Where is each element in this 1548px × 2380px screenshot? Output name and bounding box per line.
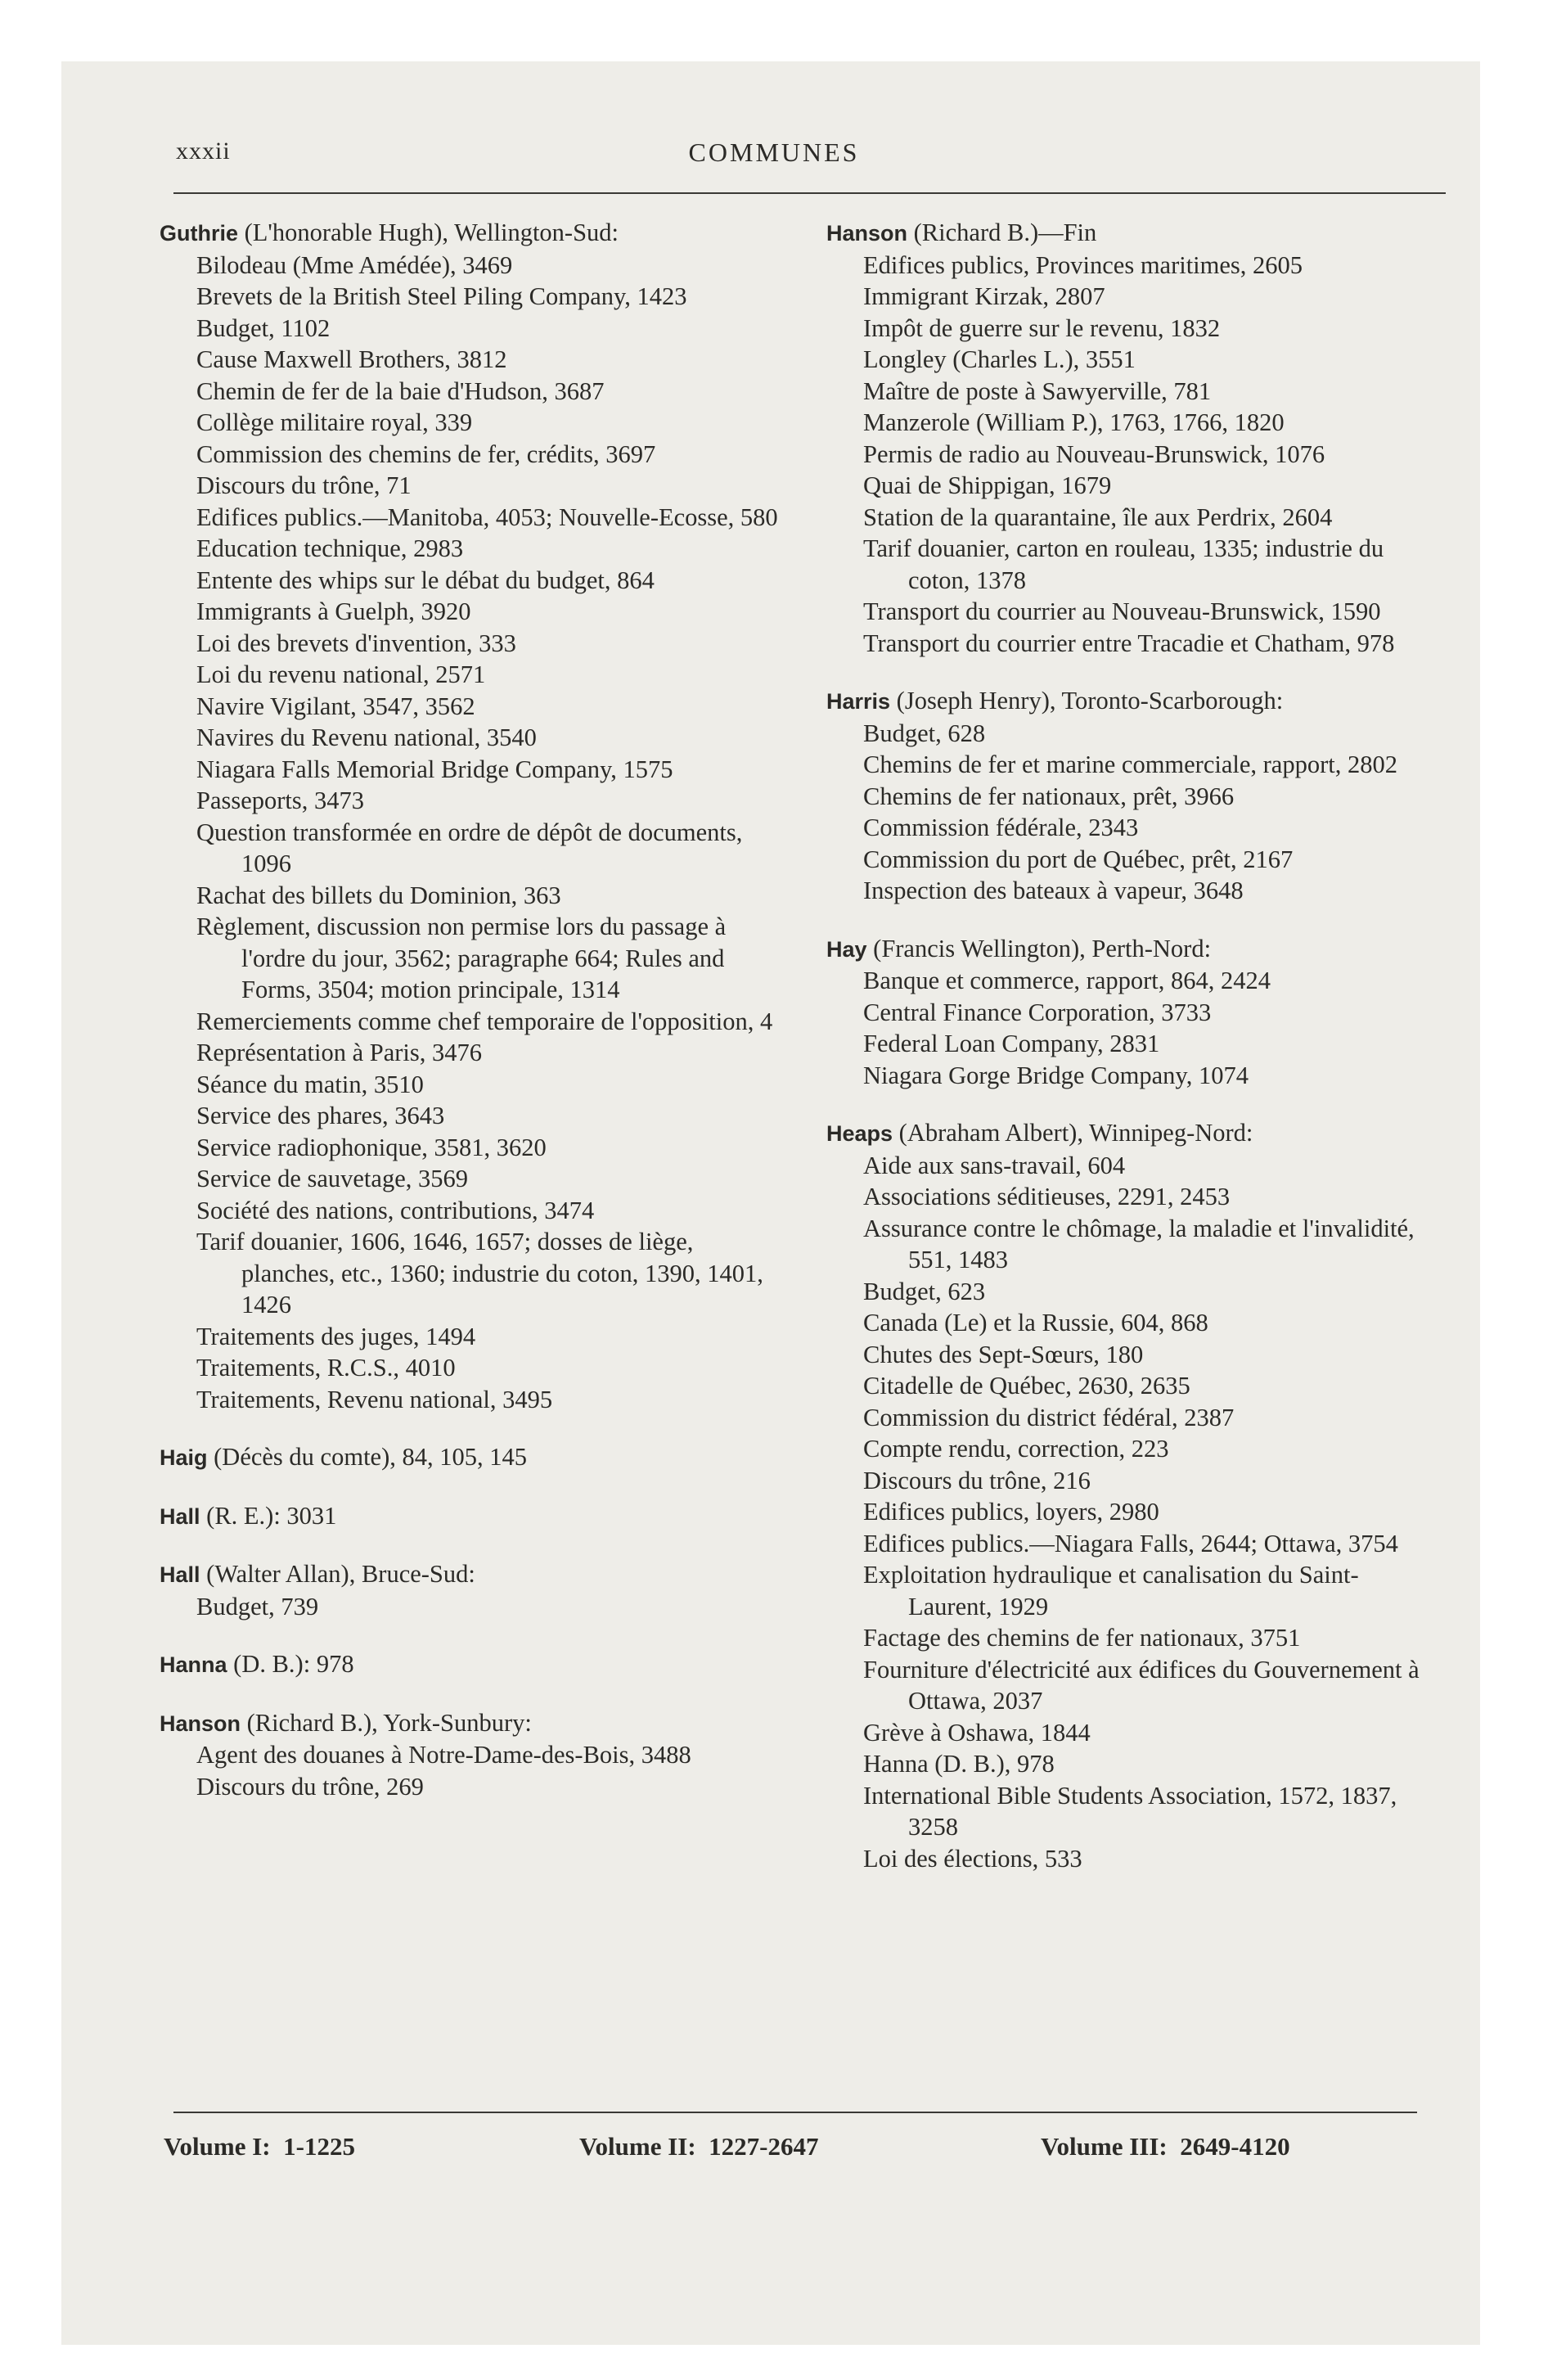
subject-item: Règlement, discussion non permise lors du passage à l'ordre du jour, 3562; paragraphe 664; Rules and Forms, 3504; motion principale, 1314 — [196, 913, 727, 1003]
subject-item: Rachat des billets du Dominion, 363 — [196, 881, 561, 909]
subject-item: Commission des chemins de fer, crédits, 3697 — [196, 439, 656, 468]
subject-item: Question transformée en ordre de dépôt de documents, 1096 — [196, 818, 743, 877]
subject-item: Société des nations, contributions, 3474 — [196, 1196, 595, 1224]
subject-item: Permis de radio au Nouveau-Brunswick, 1076 — [863, 439, 1325, 468]
entry-heading — [160, 1648, 781, 1681]
subject-item: Manzerole (William P.), 1763, 1766, 1820 — [863, 408, 1285, 436]
subject-item: Assurance contre le chômage, la maladie et l'invalidité, 551, 1483 — [863, 1214, 1415, 1273]
subject-item: Inspection des bateaux à vapeur, 3648 — [863, 877, 1244, 904]
page-number: xxxii — [176, 137, 231, 165]
subject-item: Associations séditieuses, 2291, 2453 — [863, 1183, 1231, 1210]
subject-item: Immigrant Kirzak, 2807 — [863, 282, 1105, 310]
index-entry — [160, 1500, 781, 1533]
subject-item: Federal Loan Company, 2831 — [863, 1030, 1160, 1057]
entry-heading — [826, 217, 1436, 250]
subject-item: Budget, 623 — [863, 1277, 986, 1305]
subject-item: Loi des élections, 533 — [863, 1844, 1082, 1873]
index-entry — [826, 217, 1436, 659]
subject-item: Transport du courrier entre Tracadie et Chatham, 978 — [863, 629, 1395, 657]
entry-heading — [160, 1707, 781, 1740]
subject-item: Bilodeau (Mme Amédée), 3469 — [196, 250, 513, 279]
subject-item: Discours du trône, 71 — [196, 471, 412, 499]
subject-item: Budget, 628 — [863, 719, 986, 747]
left-column — [160, 217, 781, 1802]
member-detail: (Abraham Albert), Winnipeg-Nord: — [893, 1119, 1253, 1147]
subject-item: Commission du district fédéral, 2387 — [863, 1403, 1235, 1431]
member-detail: (Joseph Henry), Toronto-Scarborough: — [890, 687, 1284, 714]
subject-item: Navire Vigilant, 3547, 3562 — [196, 692, 475, 720]
right-column — [826, 217, 1436, 1874]
subject-item: Compte rendu, correction, 223 — [863, 1435, 1169, 1463]
member-detail: (D. B.): 978 — [227, 1650, 354, 1678]
subject-item: Agent des douanes à Notre-Dame-des-Bois, 3488 — [196, 1741, 691, 1769]
member-name: Hanna — [160, 1652, 227, 1677]
subject-item: Edifices publics.—Niagara Falls, 2644; Ottawa, 3754 — [863, 1529, 1398, 1557]
index-entry — [160, 1558, 781, 1622]
subject-item: Quai de Shippigan, 1679 — [863, 471, 1112, 499]
subject-item: Maître de poste à Sawyerville, 781 — [863, 376, 1212, 405]
subject-item: Longley (Charles L.), 3551 — [863, 345, 1136, 373]
subject-item: Education technique, 2983 — [196, 534, 464, 562]
index-entry — [160, 1707, 781, 1803]
subject-item: Commission fédérale, 2343 — [863, 814, 1139, 841]
subject-item: Edifices publics, Provinces maritimes, 2605 — [863, 250, 1303, 279]
subject-item: Passeports, 3473 — [196, 787, 365, 814]
subject-item: Aide aux sans-travail, 604 — [863, 1151, 1126, 1179]
subject-item: Chutes des Sept-Sœurs, 180 — [863, 1340, 1144, 1368]
subject-item: Discours du trône, 216 — [863, 1466, 1091, 1494]
subject-item: Canada (Le) et la Russie, 604, 868 — [863, 1309, 1208, 1336]
member-detail: (L'honorable Hugh), Wellington-Sud: — [238, 219, 619, 246]
subject-item: Transport du courrier au Nouveau-Brunswick, 1590 — [863, 597, 1381, 625]
subject-item: International Bible Students Association, 1572, 1837, 3258 — [863, 1781, 1397, 1841]
member-name: Hall — [160, 1503, 200, 1529]
subject-item: Cause Maxwell Brothers, 3812 — [196, 345, 507, 373]
subject-item: Navires du Revenu national, 3540 — [196, 723, 537, 751]
member-detail: (Richard B.), York-Sunbury: — [241, 1708, 532, 1737]
entry-heading — [826, 1117, 1436, 1150]
member-detail: (R. E.): 3031 — [200, 1501, 337, 1530]
subject-item: Discours du trône, 269 — [196, 1772, 424, 1801]
member-name: Guthrie — [160, 221, 239, 246]
index-entry — [826, 933, 1436, 1092]
member-name: Haig — [160, 1445, 208, 1470]
entry-heading — [160, 1441, 781, 1474]
member-name: Hall — [160, 1562, 200, 1587]
top-rule — [173, 192, 1446, 194]
subject-item: Impôt de guerre sur le revenu, 1832 — [863, 313, 1221, 342]
member-name: Harris — [826, 689, 891, 714]
member-name: Hanson — [826, 221, 908, 246]
subject-item: Niagara Gorge Bridge Company, 1074 — [863, 1061, 1249, 1089]
subject-item: Traitements, R.C.S., 4010 — [196, 1354, 456, 1382]
subject-item: Traitements, Revenu national, 3495 — [196, 1385, 553, 1413]
member-detail: (Richard B.)—Fin — [907, 219, 1097, 246]
subject-item: Central Finance Corporation, 3733 — [863, 998, 1212, 1026]
subject-item: Traitements des juges, 1494 — [196, 1322, 476, 1350]
subject-item: Edifices publics, loyers, 2980 — [863, 1498, 1159, 1526]
entry-heading — [826, 685, 1436, 718]
subject-item: Grève à Oshawa, 1844 — [863, 1718, 1091, 1747]
volume-2-range: Volume II: 1227-2647 — [579, 2132, 819, 2161]
subject-item: Citadelle de Québec, 2630, 2635 — [863, 1372, 1190, 1400]
subject-item: Hanna (D. B.), 978 — [863, 1750, 1055, 1778]
member-name: Hay — [826, 936, 867, 962]
subject-item: Brevets de la British Steel Piling Company, 1423 — [196, 282, 687, 310]
index-entry — [160, 1648, 781, 1681]
subject-item: Chemins de fer et marine commerciale, rapport, 2802 — [863, 751, 1397, 778]
subject-item: Remerciements comme chef temporaire de l'opposition, 4 — [196, 1007, 773, 1035]
subject-item: Loi du revenu national, 2571 — [196, 660, 486, 688]
subject-item: Edifices publics.—Manitoba, 4053; Nouvelle-Ecosse, 580 — [196, 503, 778, 531]
running-head: COMMUNES — [688, 137, 860, 167]
member-name: Hanson — [160, 1711, 241, 1736]
subject-item: Service radiophonique, 3581, 3620 — [196, 1133, 547, 1161]
subject-item: Station de la quarantaine, île aux Perdrix, 2604 — [863, 503, 1333, 531]
index-entry — [826, 1117, 1436, 1874]
subject-item: Niagara Falls Memorial Bridge Company, 1575 — [196, 755, 673, 783]
subject-item: Tarif douanier, carton en rouleau, 1335; industrie du coton, 1378 — [863, 534, 1384, 594]
subject-item: Séance du matin, 3510 — [196, 1070, 424, 1098]
volume-3-range: Volume III: 2649-4120 — [1041, 2132, 1290, 2161]
subject-item: Loi des brevets d'invention, 333 — [196, 629, 516, 657]
subject-item: Fourniture d'électricité aux édifices du Gouvernement à Ottawa, 2037 — [863, 1655, 1420, 1715]
subject-item: Chemin de fer de la baie d'Hudson, 3687 — [196, 376, 605, 405]
subject-item: Commission du port de Québec, prêt, 2167 — [863, 845, 1294, 873]
subject-item: Factage des chemins de fer nationaux, 3751 — [863, 1624, 1301, 1652]
subject-item: Budget, 739 — [196, 1592, 319, 1620]
member-detail: (Walter Allan), Bruce-Sud: — [200, 1560, 475, 1588]
member-detail: (Décès du comte), 84, 105, 145 — [207, 1443, 527, 1471]
subject-item: Collège militaire royal, 339 — [196, 408, 473, 436]
member-detail: (Francis Wellington), Perth-Nord: — [866, 934, 1212, 962]
subject-item: Tarif douanier, 1606, 1646, 1657; dosses de liège, planches, etc., 1360; industrie du coton, 1390, 1401, 1426 — [196, 1228, 763, 1318]
entry-heading — [160, 217, 781, 250]
subject-item: Budget, 1102 — [196, 313, 331, 342]
subject-item: Banque et commerce, rapport, 864, 2424 — [863, 967, 1271, 994]
subject-item: Entente des whips sur le débat du budget, 864 — [196, 566, 655, 594]
index-entry — [160, 217, 781, 1415]
bottom-rule — [173, 2112, 1417, 2113]
index-entry — [160, 1441, 781, 1474]
subject-item: Service de sauvetage, 3569 — [196, 1165, 468, 1192]
subject-item: Exploitation hydraulique et canalisation du Saint-Laurent, 1929 — [863, 1561, 1359, 1620]
subject-item: Représentation à Paris, 3476 — [196, 1039, 482, 1066]
index-entry — [826, 685, 1436, 907]
subject-item: Immigrants à Guelph, 3920 — [196, 597, 471, 625]
member-name: Heaps — [826, 1121, 893, 1146]
subject-item: Chemins de fer nationaux, prêt, 3966 — [863, 782, 1235, 810]
subject-item: Service des phares, 3643 — [196, 1102, 445, 1129]
volume-1-range: Volume I: 1-1225 — [164, 2132, 355, 2161]
entry-heading — [160, 1500, 781, 1533]
entry-heading — [826, 933, 1436, 966]
entry-heading — [160, 1558, 781, 1591]
